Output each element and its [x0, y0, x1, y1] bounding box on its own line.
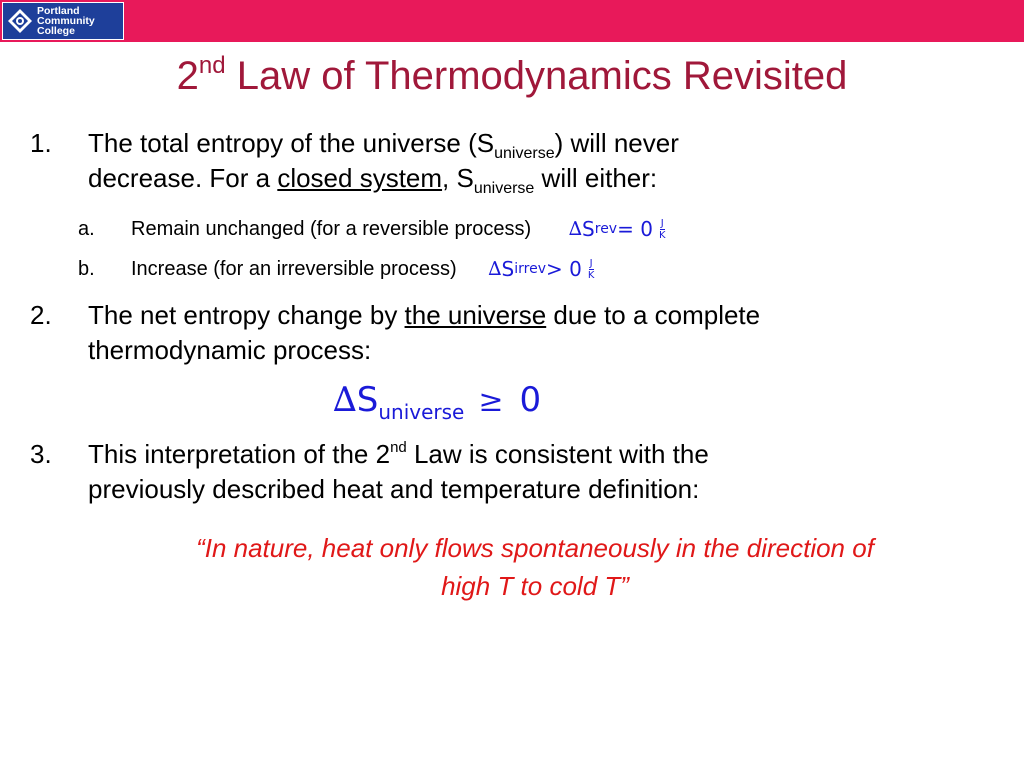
header-bar: [0, 0, 1024, 42]
logo-line: Portland: [37, 5, 80, 17]
title-text: Law of Thermodynamics Revisited: [225, 54, 848, 98]
item-text-line: thermodynamic process:: [88, 335, 372, 365]
equation-subscript: universe: [378, 400, 465, 424]
item-text-line: [88, 298, 990, 333]
title-superscript: nd: [198, 52, 226, 79]
text-run: The net entropy change by: [88, 300, 405, 330]
delta-symbol: ∆: [568, 218, 583, 240]
sub-item-letter: a.: [78, 218, 95, 240]
item-number: 3.: [30, 439, 52, 469]
subscript: universe: [473, 180, 535, 197]
item-text-line: [88, 437, 990, 472]
unit-numerator: J: [660, 217, 664, 229]
list-item-3: [30, 437, 990, 507]
delta-symbol: ∆: [488, 258, 502, 280]
text-run: decrease. For a: [88, 163, 278, 193]
list-item-1: [30, 126, 990, 196]
text-run: , S: [442, 163, 474, 193]
unit-fraction: [659, 218, 666, 241]
delta-symbol: ∆: [333, 380, 357, 420]
item-text-line: [88, 126, 990, 161]
text-run: Law is consistent with the: [406, 439, 709, 469]
item-number: 1.: [30, 128, 52, 158]
equation-reversible: ∆ S rev = 0 $\frac{J}{K}$: [568, 217, 666, 241]
subscript: universe: [494, 145, 555, 162]
item-number: 2.: [30, 300, 52, 330]
equation-value: 0: [519, 380, 542, 420]
entropy-symbol: S: [582, 217, 595, 241]
sub-item-b: [78, 256, 594, 282]
text-run: ) will never: [554, 128, 679, 158]
logo-line: Community: [37, 15, 95, 27]
entropy-symbol: S: [356, 380, 379, 420]
unit-fraction: [588, 258, 595, 281]
sub-item-text: Increase (for an irreversible process): [131, 258, 457, 280]
quote-line: “In nature, heat only flows spontaneously in the direction of: [196, 533, 874, 563]
logo-line: College: [37, 25, 75, 37]
underlined-term: closed system: [277, 163, 443, 193]
equation-relation: ≥: [478, 384, 504, 419]
entropy-symbol: S: [501, 257, 515, 281]
superscript: nd: [390, 439, 407, 456]
text-run: will either:: [534, 163, 658, 193]
sub-item-letter: b.: [78, 258, 95, 280]
quote: [80, 529, 990, 605]
text-run: The total entropy of the universe (S: [88, 128, 495, 158]
sub-item-a: [78, 216, 666, 242]
equation-irreversible: ∆ S irrev > 0 $\frac{J}{K}$: [488, 257, 595, 281]
unit-denominator: K: [658, 229, 666, 241]
logo-text: [37, 6, 95, 36]
logo-diamond-icon: [7, 8, 33, 34]
list-item-2: [30, 298, 990, 368]
equation-relation: > 0: [545, 257, 582, 281]
slide-title: [0, 52, 1024, 100]
quote-line: high T to cold T”: [441, 571, 629, 601]
text-run: due to a complete: [546, 300, 761, 330]
unit-denominator: K: [587, 269, 595, 281]
text-run: This interpretation of the 2: [88, 439, 391, 469]
unit-numerator: J: [589, 257, 593, 269]
title-prefix: 2: [176, 54, 199, 98]
item-text-line: previously described heat and temperature definition:: [88, 474, 700, 504]
college-logo: [2, 2, 124, 40]
item-text-line: [88, 161, 990, 196]
sub-item-text: Remain unchanged (for a reversible process): [131, 218, 532, 240]
equation-relation: = 0: [617, 217, 653, 241]
underlined-term: the universe: [404, 300, 547, 330]
entropy-universe-equation: [333, 380, 541, 422]
